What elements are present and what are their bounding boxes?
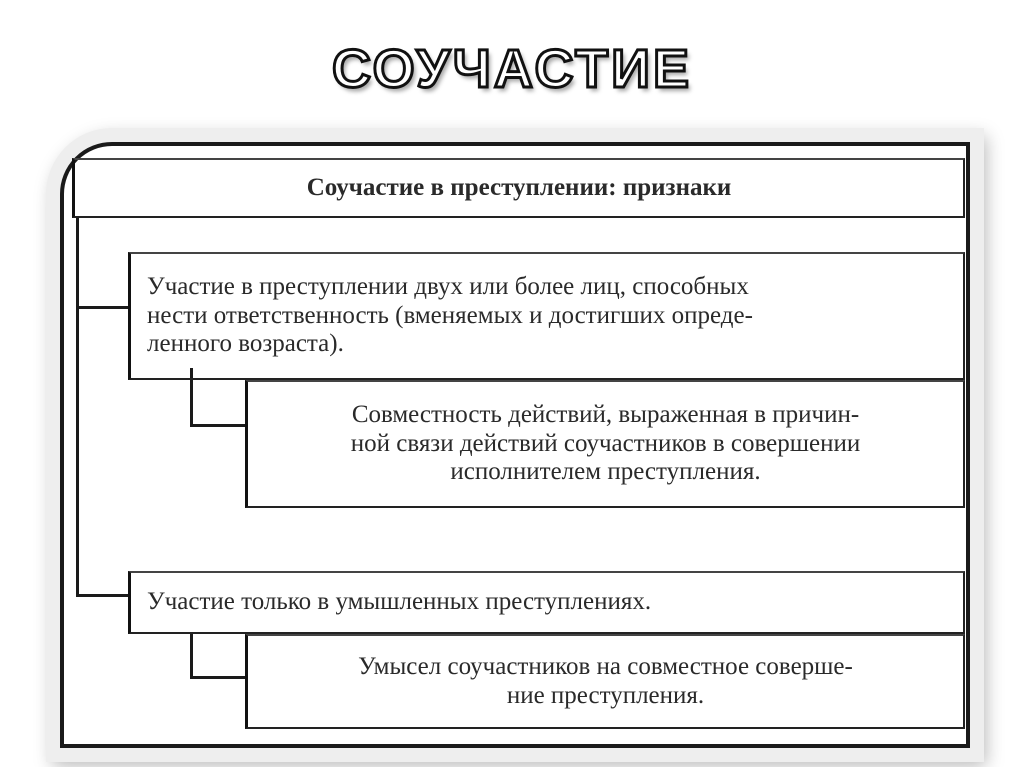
slide-title: СОУЧАСТИЕ	[332, 39, 692, 99]
item-text-4: Умысел соучастников на совместное соверше- ние преступления.	[358, 652, 853, 709]
item-box-4	[245, 634, 965, 729]
connector-to-item-2	[190, 424, 247, 427]
connector-to-item-1	[76, 306, 130, 309]
item-text-1: Участие в преступлении двух или более лиц, способных нести ответственность (вменяемых и достигших опреде- ленного возраста).	[147, 272, 753, 358]
diagram-header: Соучастие в преступлении: признаки	[72, 158, 965, 218]
branch-line-item-3	[190, 634, 193, 678]
item-text-2: Совместность действий, выраженная в причин- ной связи действий соучастников в совершении исполнителем преступления.	[350, 400, 861, 486]
item-box-2	[245, 380, 965, 508]
main-trunk-line	[76, 218, 79, 596]
connector-to-item-3	[76, 594, 130, 597]
item-box-1	[128, 252, 965, 380]
item-text-3: Участие только в умышленных преступлениях.	[147, 588, 652, 616]
connector-to-item-4	[190, 676, 247, 679]
item-box-3	[128, 571, 965, 634]
